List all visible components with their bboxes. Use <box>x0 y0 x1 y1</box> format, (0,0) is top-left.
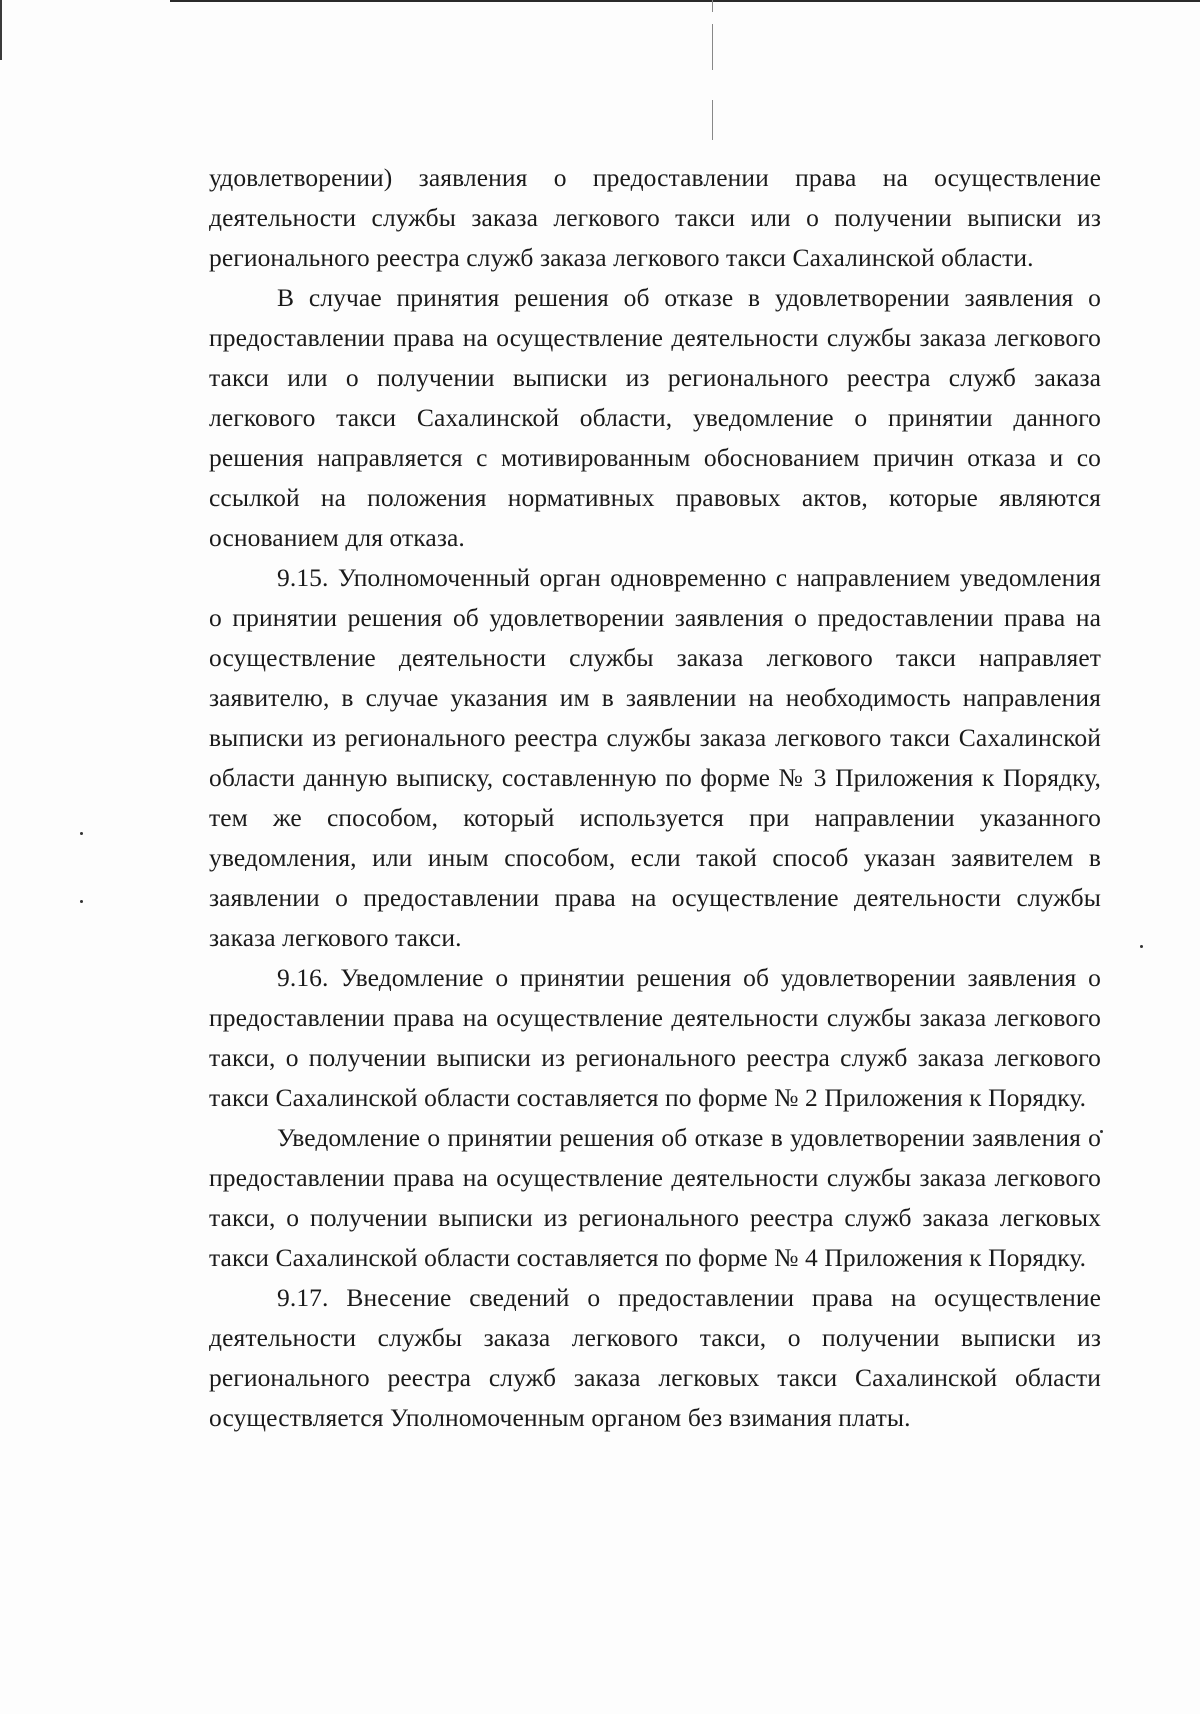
scan-speck <box>80 900 83 903</box>
paragraph-refusal-form: Уведомление о принятии решения об отказе в удовлетворении заявления о предоставлении права на осуществление деятельности службы заказа легкового такси, о получении выписки из регионального реестра служб заказа легковых такси Сахалинской области составляется по форме № 4 Приложения к Порядку. <box>209 1123 1101 1272</box>
paragraph-continuation: удовлетворении) заявления о предоставлении права на осуществление деятельности службы заказа легкового такси или о получении выписки из регионального реестра служб заказа легкового такси Сахалинской области. <box>209 163 1101 272</box>
paragraph-clause-9-16: 9.16. Уведомление о принятии решения об удовлетворении заявления о предоставлении права на осуществление деятельности службы заказа легкового такси, о получении выписки из регионального реестра служб заказа легкового такси Сахалинской области составляется по форме № 2 Приложения к Порядку. <box>209 963 1101 1112</box>
paragraph-clause-9-17: 9.17. Внесение сведений о предоставлении права на осуществление деятельности службы заказа легкового такси, о получении выписки из регионального реестра служб заказа легковых такси Сахалинской области осуществляется Уполномоченным органом без взимания платы. <box>209 1283 1101 1432</box>
scan-speck <box>1140 945 1143 948</box>
paragraph-clause-9-15: 9.15. Уполномоченный орган одновременно с направлением уведомления о принятии решения об удовлетворении заявления о предоставлении права на осуществление деятельности службы заказа легкового такси направляет заявителю, в случае указания им в заявлении на необходимость направления выписки из регионального реестра службы заказа легкового такси Сахалинской области данную выписку, составленную по форме № 3 Приложения к Порядку, тем же способом, который используется при направлении указанного уведомления, или иным способом, если такой способ указан заявителем в заявлении о предоставлении права на осуществление деятельности службы заказа легкового такси. <box>209 563 1101 952</box>
document-body <box>209 158 1101 1438</box>
scan-border-top <box>170 0 1200 2</box>
scan-speck <box>80 832 83 835</box>
paragraph-refusal-notice: В случае принятия решения об отказе в удовлетворении заявления о предоставлении права на осуществление деятельности службы заказа легкового такси или о получении выписки из регионального реестра служб заказа легкового такси Сахалинской области, уведомление о принятии данного решения направляется с мотивированным обоснованием причин отказа и со ссылкой на положения нормативных правовых актов, которые являются основанием для отказа. <box>209 283 1101 552</box>
scan-border-left <box>0 0 2 60</box>
scan-fold-mark <box>712 0 713 140</box>
